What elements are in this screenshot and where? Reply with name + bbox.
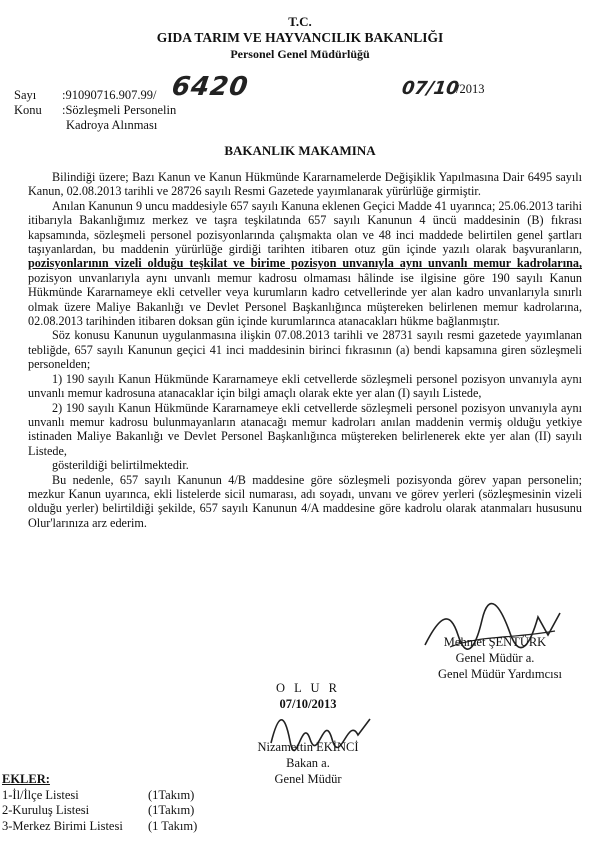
attachment-item	[2, 803, 197, 819]
signer-1-title-line2: Genel Müdür a.	[455, 651, 535, 665]
attachment-qty: (1 Takım)	[148, 818, 198, 833]
paragraph-6: gösterildiği belirtilmektedir.	[52, 458, 189, 473]
olur-title: O L U R	[276, 681, 340, 695]
attachment-name: 3-Merkez Birimi Listesi	[2, 818, 123, 833]
signer-2-name: Nizamettin EKİNCİ	[257, 740, 359, 754]
paragraph-2-part-a: Anılan Kanunun 9 uncu maddesiyle 657 sayılı Kanuna eklenen Geçici Madde 41 uyarınca; 25.06.2013 tarihi itibarıyla Bakanlığımız merkez ve taşra teşkilatında 657 sayılı Kanunun 4 üncü maddesinin (B) fıkrası kapsamında, sözleşmeli personel pozisyonlarında çalışmakta olan ve 48 inci maddede belirtilen genel şartları taşıyanlardan, bu maddenin yürürlüğe girdiği tarihten itibaren otuz gün içinde yazılı olarak başvuranların,	[28, 198, 583, 257]
sayi-value: :91090716.907.99/	[62, 88, 157, 102]
date-year: /2013	[456, 82, 485, 96]
attachment-name: 2-Kuruluş Listesi	[2, 803, 90, 817]
header-tc: T.C.	[288, 14, 312, 29]
signer-1-title-line3: Genel Müdür Yardımcısı	[438, 667, 562, 681]
sayi-handwritten-number: 6420	[169, 72, 251, 102]
paragraph-2-part-c: pozisyon unvanlarıyla aynı unvanlı memur kadrosu olmaması hâlinde ise ilgisine göre 190 sayılı Kanun Hükmünde Kararnameye ekli cetveller veya kurumların kadro cetvellerinde yer alan kadro unvanlarıyla sınırlı olmak üzere Maliye Bakanlığı ve Devlet Personel Başkanlığınca müştereken belirlenen memur kadrolarına, 02.08.2013 tarihinden itibaren doksan gün içinde kurumlarınca atanacakları hükme bağlanmıştır.	[28, 270, 582, 329]
signer-2-title-line3: Genel Müdür	[274, 772, 342, 786]
addressee-title: BAKANLIK MAKAMINA	[224, 143, 376, 158]
olur-date: 07/10/2013	[279, 697, 337, 711]
konu-value-line2: Kadroya Alınması	[66, 118, 158, 132]
sayi-label: Sayı	[14, 88, 37, 102]
date-handwritten: 07/10	[400, 78, 461, 99]
signer-2-title-line2: Bakan a.	[286, 756, 330, 770]
paragraph-1: Bilindiği üzere; Bazı Kanun ve Kanun Hükmünde Kararnamelerde Değişiklik Yapılmasına Dair 6495 sayılı Kanun, 02.08.2013 tarihli ve 28726 sayılı Resmi Gazetede yayımlanarak yürürlüğe girmiştir.	[28, 170, 582, 199]
paragraph-4: 1) 190 sayılı Kanun Hükmünde Kararnameye ekli cetvellerde sözleşmeli personel pozisyon unvanıyla aynı unvanlı memur kadrosuna atanacaklar için bilgi amaçlı olarak ekte yer alan (I) sayılı Listede,	[28, 371, 582, 401]
paragraph-2-highlight: pozisyonlarının vizeli olduğu teşkilat ve birime pozisyon unvanıyla aynı unvanlı memur kadrolarına,	[28, 256, 582, 271]
header-directorate: Personel Genel Müdürlüğü	[230, 47, 370, 61]
konu-value-line1: :Sözleşmeli Personelin	[62, 103, 177, 117]
attachments-title: EKLER:	[2, 772, 50, 786]
attachment-name: 1-İl/İlçe Listesi	[2, 787, 79, 802]
attachment-qty: (1Takım)	[148, 803, 195, 817]
konu-label: Konu	[14, 103, 42, 117]
signer-1-name: Mehmet ŞENTÜRK	[443, 635, 547, 649]
attachments	[2, 772, 197, 834]
letter-body	[28, 170, 582, 530]
header-ministry: GIDA TARIM VE HAYVANCILIK BAKANLIĞI	[156, 30, 444, 45]
paragraph-7: Bu nedenle, 657 sayılı Kanunun 4/B maddesine göre sözleşmeli pozisyonda görev yapan personelin; mezkur Kanun uyarınca, ekli listelerde sicil numarası, adı soyadı, unvanı ve görev yerleri (sözleşmesinin vizeli olduğu yerler) belirtildiği şekilde, 657 sayılı Kanunun 4/A maddesine göre kadrolu olarak atanmaları hususunu Olur'larınıza arz ederim.	[28, 472, 582, 530]
paragraph-3: Söz konusu Kanunun uygulanmasına ilişkin 07.08.2013 tarihli ve 28731 sayılı resmi gazetede yayımlanan tebliğde, 657 sayılı Kanunun geçici 41 inci maddesinin birinci fıkrasının (a) bendi kapsamına giren sözleşmeli personelden;	[28, 328, 582, 372]
paragraph-5: 2) 190 sayılı Kanun Hükmünde Kararnameye ekli cetvellerde sözleşmeli personel pozisyon unvanıyla aynı unvanlı memur kadrosu bulunmayanların atanacağı memur kadroları anılan maddenin vermiş olduğu yetkiye istinaden Maliye Bakanlığı ve Devlet Personel Başkanlığınca müştereken belirlenerek ekte yer alan (II) sayılı Listede,	[28, 400, 582, 458]
attachment-qty: (1Takım)	[148, 787, 195, 802]
attachment-item	[2, 819, 197, 835]
paragraph-2	[28, 199, 582, 329]
attachment-item	[2, 788, 197, 804]
